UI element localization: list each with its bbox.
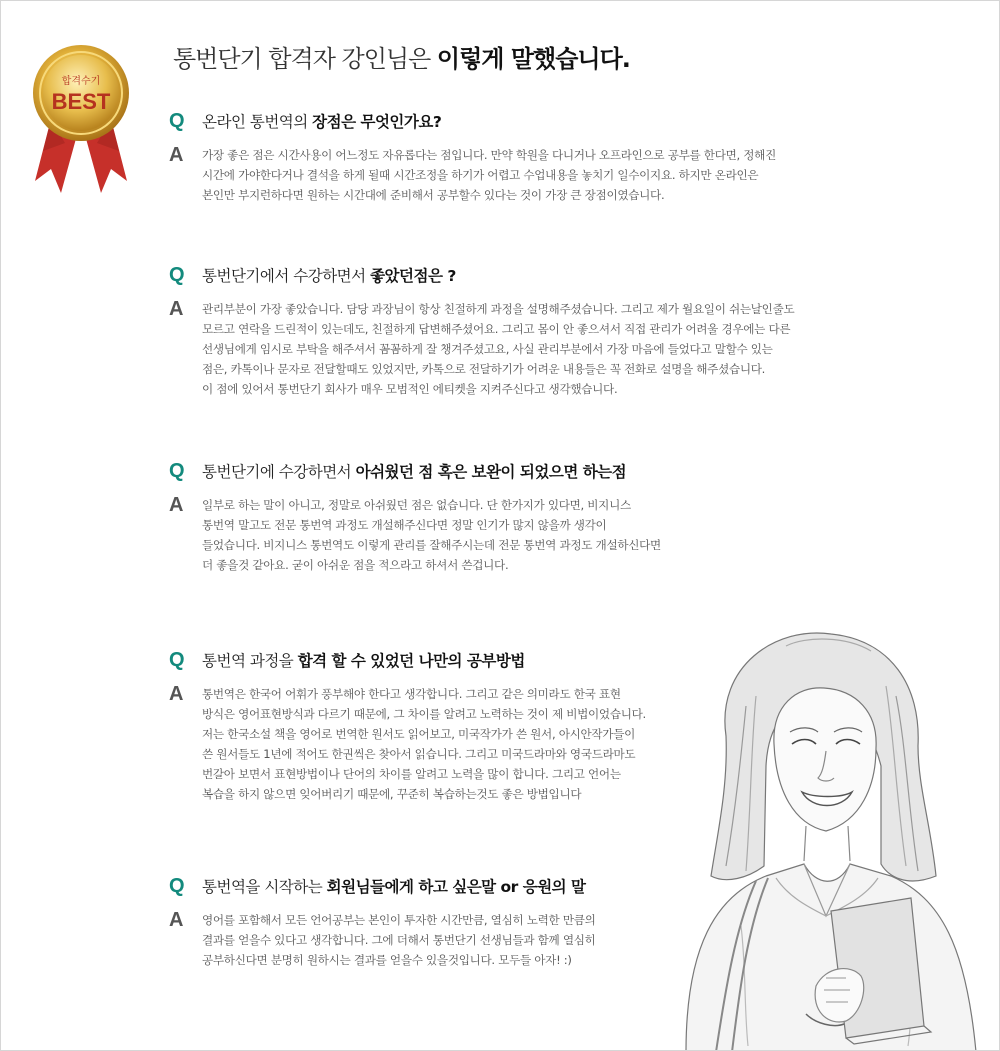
answer-line: 통번역 말고도 전문 통번역 과정도 개설해주신다면 정말 인기가 많지 않을까 생각이	[202, 518, 607, 532]
woman-illustration	[656, 626, 1000, 1051]
question-text: 통번역 과정을 합격 할 수 있었던 나만의 공부방법	[202, 652, 525, 670]
question-mark: Q	[169, 263, 185, 286]
answer-line: 들었습니다. 비지니스 통번역도 이렇게 관리를 잘해주시는데 전문 통번역 과정도 개설하신다면	[202, 538, 661, 552]
page-title	[173, 39, 630, 74]
question-text: 통번단기에서 수강하면서 좋았던점은 ?	[202, 267, 456, 285]
question-mark: Q	[169, 459, 185, 482]
best-review-medal-icon	[21, 31, 141, 201]
answer-text	[202, 145, 776, 205]
answer-row	[169, 299, 879, 399]
answer-mark: A	[169, 909, 184, 931]
answer-row	[169, 145, 879, 205]
question-row	[169, 261, 879, 289]
answer-mark: A	[169, 683, 184, 705]
question-text: 통번역을 시작하는 회원님들에게 하고 싶은말 or 응원의 말	[202, 878, 586, 896]
page-title-normal: 통번단기 합격자 강인님은	[173, 45, 437, 73]
badge-line2: BEST	[51, 89, 111, 114]
answer-line: 결과를 얻을수 있다고 생각합니다. 그에 더해서 통번단기 선생님들과 함께 열심히	[202, 933, 596, 947]
answer-mark: A	[169, 494, 184, 516]
answer-mark: A	[169, 144, 184, 166]
answer-text	[202, 299, 794, 399]
answer-line: 이 점에 있어서 통번단기 회사가 매우 모범적인 에티켓을 지켜주신다고 생각했습니다.	[202, 382, 618, 396]
question-mark: Q	[169, 648, 185, 671]
qa-block-1	[169, 107, 879, 205]
badge-line1: 합격수기	[61, 76, 101, 87]
answer-line: 저는 한국소설 책을 영어로 번역한 원서도 읽어보고, 미국작가가 쓴 원서, 아시안작가들이	[202, 727, 636, 741]
question-text: 통번단기에 수강하면서 아쉬웠던 점 혹은 보완이 되었으면 하는점	[202, 463, 627, 481]
answer-line: 복습을 하지 않으면 잊어버리기 때문에, 꾸준히 복습하는것도 좋은 방법입니다	[202, 787, 582, 801]
answer-line: 관리부분이 가장 좋았습니다. 담당 과장님이 항상 친절하게 과정을 설명해주셨습니다. 그리고 제가 월요일이 쉬는날인줄도	[202, 302, 795, 316]
question-mark: Q	[169, 874, 185, 897]
answer-line: 시간에 가야한다거나 결석을 하게 될때 시간조정을 하기가 어렵고 수업내용을 놓치기 일수이지요. 하지만 온라인은	[202, 168, 759, 182]
qa-block-2	[169, 261, 879, 399]
answer-text	[202, 495, 661, 575]
answer-line: 가장 좋은 점은 시간사용이 어느정도 자유롭다는 점입니다. 만약 학원을 다니거나 오프라인으로 공부를 한다면, 정해진	[202, 148, 776, 162]
answer-row	[169, 495, 879, 575]
answer-text	[202, 910, 596, 970]
question-text: 온라인 통번역의 장점은 무엇인가요?	[202, 113, 442, 131]
answer-line: 더 좋을것 같아요. 굳이 아쉬운 점을 적으라고 하셔서 쓴겁니다.	[202, 558, 509, 572]
qa-block-3	[169, 457, 879, 575]
question-mark: Q	[169, 109, 185, 132]
answer-text	[202, 684, 646, 804]
answer-mark: A	[169, 298, 184, 320]
answer-line: 모르고 연락을 드린적이 있는데도, 친절하게 답변해주셨어요. 그리고 몸이 안 좋으셔서 직접 관리가 어려울 경우에는 다른	[202, 322, 791, 336]
question-row	[169, 107, 879, 135]
answer-line: 방식은 영어표현방식과 다르기 때문에, 그 차이를 알려고 노력하는 것이 제 비법이었습니다.	[202, 707, 646, 721]
answer-line: 쓴 원서들도 1년에 적어도 한권씩은 찾아서 읽습니다. 그리고 미국드라마와 영국드라마도	[202, 747, 636, 761]
answer-line: 번갈아 보면서 표현방법이나 단어의 차이를 알려고 노력을 많이 합니다. 그리고 언어는	[202, 767, 621, 781]
answer-line: 점은, 카톡이나 문자로 전달할때도 있었지만, 카톡으로 전달하기가 어려운 내용들은 꼭 전화로 설명을 해주셨습니다.	[202, 362, 766, 376]
answer-line: 통번역은 한국어 어휘가 풍부해야 한다고 생각합니다. 그리고 같은 의미라도 한국 표현	[202, 687, 621, 701]
answer-line: 선생님에게 임시로 부탁을 해주셔서 꼼꼼하게 잘 챙겨주셨고요, 사실 관리부분에서 가장 마음에 들었다고 말할수 있는	[202, 342, 773, 356]
answer-line: 공부하신다면 분명히 원하시는 결과를 얻을수 있을것입니다. 모두들 아자! :)	[202, 953, 572, 967]
question-row	[169, 457, 879, 485]
page-title-bold: 이렇게 말했습니다.	[436, 45, 630, 73]
answer-line: 본인만 부지런하다면 원하는 시간대에 준비해서 공부할수 있다는 것이 가장 큰 장점이였습니다.	[202, 188, 665, 202]
answer-line: 영어를 포함해서 모든 언어공부는 본인이 투자한 시간만큼, 열심히 노력한 만큼의	[202, 913, 596, 927]
answer-line: 일부로 하는 말이 아니고, 정말로 아쉬웠던 점은 없습니다. 단 한가지가 있다면, 비지니스	[202, 498, 631, 512]
